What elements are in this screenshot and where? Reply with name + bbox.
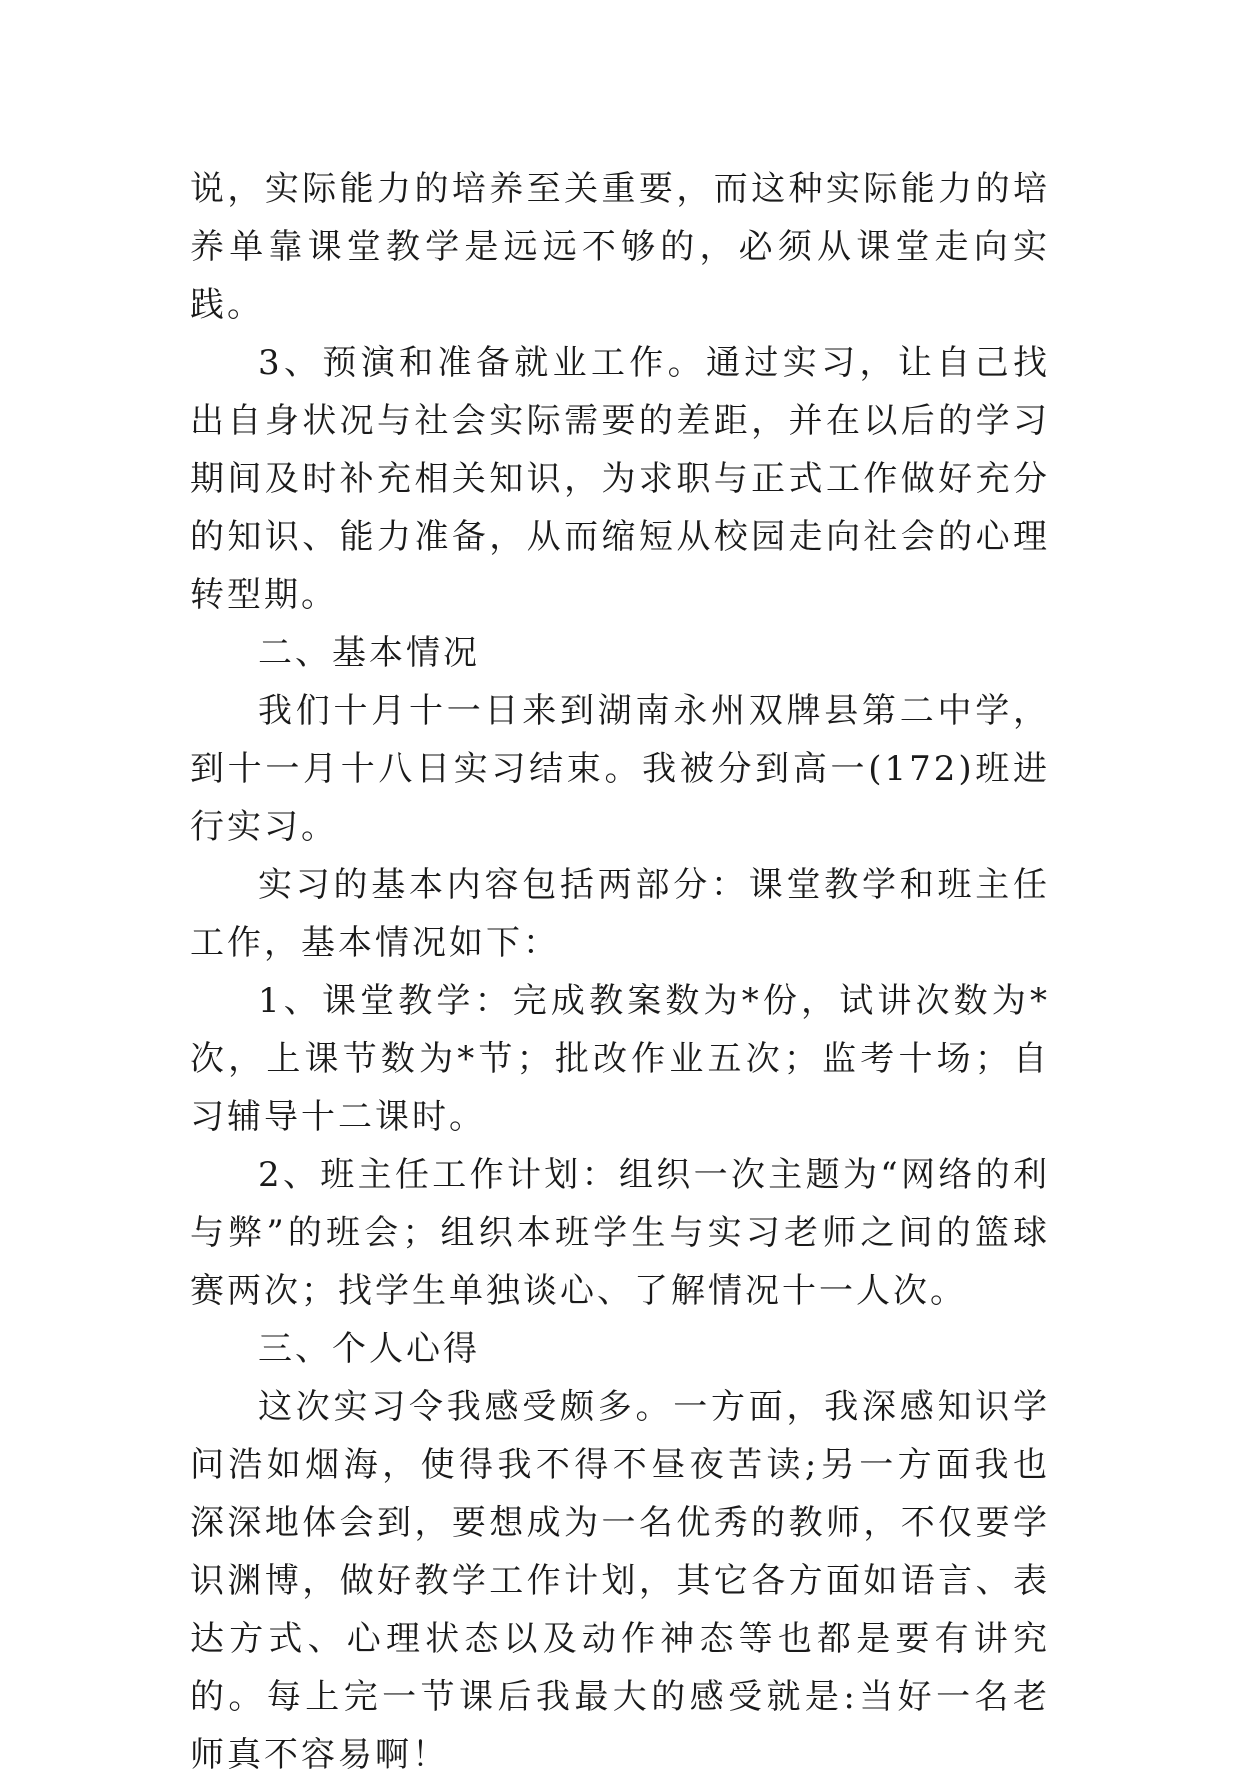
paragraph-employment-prep: 3、预演和准备就业工作。通过实习，让自己找出自身状况与社会实际需要的差距，并在以后的学习期间及时补充相关知识，为求职与正式工作做好充分的知识、能力准备，从而缩短从校园走向社会的心理转型期。 (190, 343, 1050, 615)
paragraph-internship-content: 实习的基本内容包括两部分：课堂教学和班主任工作，基本情况如下： (190, 865, 1050, 963)
section-heading-basic-situation: 二、基本情况 (258, 633, 480, 673)
paragraph-personal-reflection: 这次实习令我感受颇多。一方面，我深感知识学问浩如烟海，使得我不得不昼夜苦读;另一方面我也深深地体会到，要想成为一名优秀的教师，不仅要学识渊博，做好教学工作计划，其它各方面如语言、表达方式、心理状态以及动作神态等也都是要有讲究的。每上完一节课后我最大的感受就是:当好一名老师真不容易啊！ (190, 1387, 1050, 1775)
paragraph-classroom-teaching: 1、课堂教学：完成教案数为*份，试讲次数为*次，上课节数为*节；批改作业五次；监考十场；自习辅导十二课时。 (190, 981, 1050, 1137)
section-heading-personal-insights: 三、个人心得 (258, 1329, 480, 1369)
paragraph-class-teacher-work: 2、班主任工作计划：组织一次主题为“网络的利与弊”的班会；组织本班学生与实习老师之间的篮球赛两次；找学生单独谈心、了解情况十一人次。 (190, 1155, 1050, 1311)
paragraph-continuation: 说，实际能力的培养至关重要，而这种实际能力的培养单靠课堂教学是远远不够的，必须从课堂走向实践。 (190, 169, 1050, 325)
document-body (190, 160, 1050, 1784)
paragraph-internship-dates: 我们十月十一日来到湖南永州双牌县第二中学，到十一月十八日实习结束。我被分到高一(172)班进行实习。 (190, 691, 1050, 847)
